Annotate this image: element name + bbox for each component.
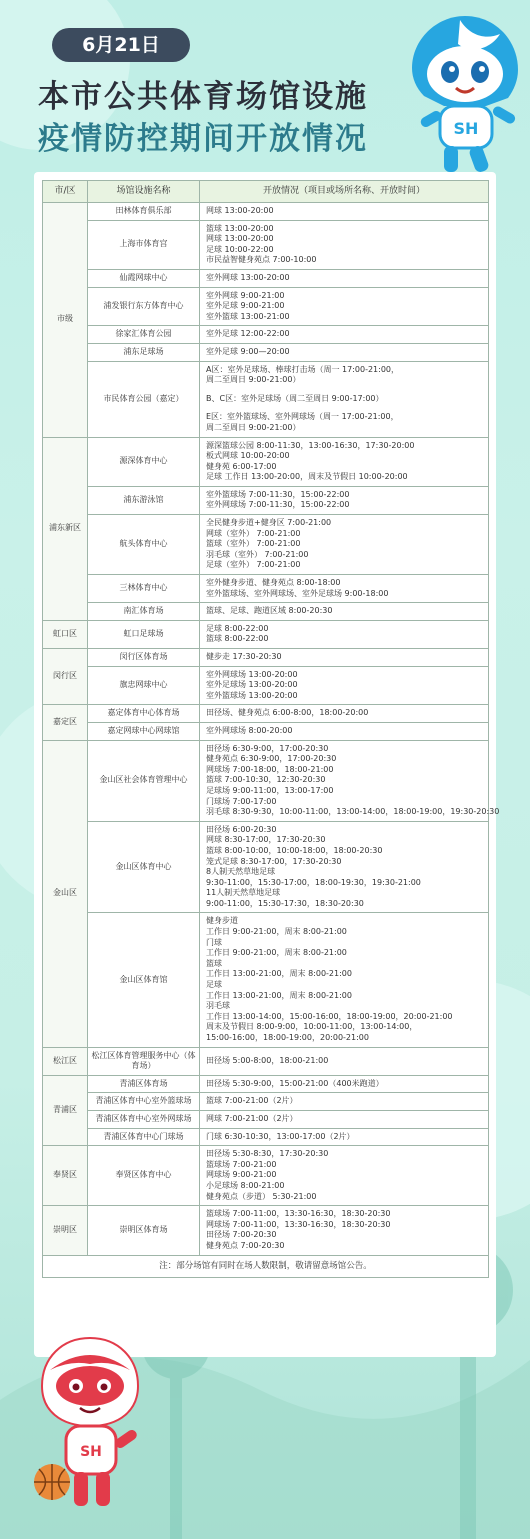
opening-info-cell xyxy=(200,326,489,344)
opening-info-line: 8人制天然草地足球 xyxy=(206,867,276,877)
opening-info-line: 9:30-11:00，15:30-17:00，18:00-19:30，19:30-21:00 xyxy=(206,877,421,887)
table-note-row xyxy=(43,1255,489,1277)
opening-info-line: 周二至周日 9:00-21:00） xyxy=(206,422,301,432)
venue-name-cell: 闵行区体育场 xyxy=(88,649,200,667)
opening-info-cell xyxy=(200,1128,489,1146)
table-row xyxy=(43,913,489,1047)
opening-info-line: 门球场 7:00-17:00 xyxy=(206,796,277,806)
district-cell: 浦东新区 xyxy=(43,437,88,620)
mascot-bottom-illustration xyxy=(30,1330,150,1530)
opening-info-line: 源深篮球公园 8:00-11:30，13:00-16:30，17:30-20:00 xyxy=(206,440,415,450)
opening-info-line: 健身苑 6:00-17:00 xyxy=(206,461,277,471)
district-cell: 松江区 xyxy=(43,1047,88,1075)
table-row xyxy=(43,603,489,621)
opening-info-line: 篮球（室外） 7:00-21:00 xyxy=(206,539,301,549)
venue-name-cell: 源深体育中心 xyxy=(88,437,200,486)
opening-info-cell xyxy=(200,722,489,740)
opening-info-line: 室外网球场 7:00-11:30，15:00-22:00 xyxy=(206,500,350,510)
opening-info-line: 田径场 5:30-8:30，17:30-20:30 xyxy=(206,1149,329,1159)
table-row xyxy=(43,1110,489,1128)
opening-info-line: 室外篮球 13:00-21:00 xyxy=(206,311,290,321)
opening-info-line: 周二至周日 9:00-21:00） xyxy=(206,375,301,385)
venue-name-cell: 浦发银行东方体育中心 xyxy=(88,287,200,326)
opening-info-line: 足球 8:00-22:00 xyxy=(206,623,269,633)
opening-info-cell xyxy=(200,1047,489,1075)
table-row xyxy=(43,821,489,913)
opening-info-cell xyxy=(200,269,489,287)
table-row xyxy=(43,1093,489,1111)
venue-name-cell: 嘉定体育中心体育场 xyxy=(88,705,200,723)
opening-info-line: 工作日 13:00-21:00，周末 8:00-21:00 xyxy=(206,990,352,1000)
opening-info-line: 网球场 7:00-18:00，18:00-21:00 xyxy=(206,764,334,774)
opening-info-line: 网球 13:00-20:00 xyxy=(206,206,274,215)
opening-info-line: 足球 xyxy=(206,980,222,990)
opening-info-line: 网球（室外） 7:00-21:00 xyxy=(206,528,301,538)
venue-name-cell: 田林体育俱乐部 xyxy=(88,203,200,221)
opening-info-line: 健步走 17:30-20:30 xyxy=(206,652,282,661)
opening-info-line: 室外篮球场 13:00-20:00 xyxy=(206,690,298,700)
opening-info-line: 室外篮球场 7:00-11:30，15:00-22:00 xyxy=(206,489,350,499)
table-row xyxy=(43,1047,489,1075)
opening-info-line: 足球 工作日 13:00-20:00，周末及节假日 10:00-20:00 xyxy=(206,472,408,482)
opening-info-line: 室外足球 12:00-22:00 xyxy=(206,329,290,339)
opening-info-line: 工作日 9:00-21:00，周末 8:00-21:00 xyxy=(206,927,347,937)
opening-info-line: 羽毛球（室外） 7:00-21:00 xyxy=(206,549,309,559)
opening-info-line: 健身苑点 7:00-20:30 xyxy=(206,1240,285,1250)
opening-info-cell xyxy=(200,437,489,486)
opening-info-cell xyxy=(200,1093,489,1111)
opening-info-line: 篮球 13:00-20:00 xyxy=(206,223,274,233)
opening-info-line: 健身苑点（步道） 5:30-21:00 xyxy=(206,1191,317,1201)
opening-info-line: 健身步道 xyxy=(206,916,238,926)
venue-table-body xyxy=(43,203,500,1256)
table-row xyxy=(43,722,489,740)
opening-info-line: 工作日 9:00-21:00，周末 8:00-21:00 xyxy=(206,948,347,958)
opening-info-line: 足球 10:00-22:00 xyxy=(206,244,274,254)
table-row xyxy=(43,1206,489,1255)
venue-name-cell: 浦东足球场 xyxy=(88,343,200,361)
district-cell: 虹口区 xyxy=(43,620,88,648)
opening-info-cell xyxy=(200,620,489,648)
venue-name-cell: 崇明区体育场 xyxy=(88,1206,200,1255)
opening-info-line: 室外足球 9:00—20:00 xyxy=(206,346,290,356)
venue-name-cell: 奉贤区体育中心 xyxy=(88,1146,200,1206)
opening-info-line: 网球场 9:00-21:00 xyxy=(206,1170,277,1180)
opening-info-line: 室外网球场 8:00-20:00 xyxy=(206,725,293,735)
opening-info-cell xyxy=(200,913,489,1047)
venue-name-cell: 市民体育公园（嘉定） xyxy=(88,361,200,437)
district-cell: 嘉定区 xyxy=(43,705,88,740)
venue-name-cell: 金山区体育中心 xyxy=(88,821,200,913)
opening-info-cell xyxy=(200,1075,489,1093)
opening-info-cell xyxy=(200,1110,489,1128)
opening-info-cell xyxy=(200,287,489,326)
district-cell: 金山区 xyxy=(43,740,88,1047)
opening-info-line: 田径场 5:00-8:00，18:00-21:00 xyxy=(206,1055,329,1065)
opening-info-line: 室外篮球场、室外网球场、室外足球场 9:00-18:00 xyxy=(206,588,389,598)
opening-info-line: 篮球场 7:00-11:00，13:30-16:30，18:30-20:30 xyxy=(206,1209,391,1219)
opening-info-line: 室外健身步道、健身苑点 8:00-18:00 xyxy=(206,578,341,588)
opening-info-line: 市民益智健身苑点 7:00-10:00 xyxy=(206,255,317,265)
venue-name-cell: 青浦区体育场 xyxy=(88,1075,200,1093)
table-row xyxy=(43,203,489,221)
header-status: 开放情况（项目或场所名称、开放时间） xyxy=(200,181,489,203)
venue-name-cell: 松江区体育管理服务中心（体育场） xyxy=(88,1047,200,1075)
district-cell: 青浦区 xyxy=(43,1075,88,1145)
district-cell: 市级 xyxy=(43,203,88,438)
opening-info-line: 羽毛球 xyxy=(206,1001,230,1011)
opening-info-line: 篮球 xyxy=(206,958,222,968)
venue-name-cell: 上海市体育宫 xyxy=(88,220,200,269)
table-row xyxy=(43,515,489,575)
opening-info-cell xyxy=(200,821,489,913)
opening-info-line: 篮球 7:00-21:00（2片） xyxy=(206,1096,298,1106)
opening-info-cell xyxy=(200,575,489,603)
table-row xyxy=(43,740,489,821)
venue-name-cell: 金山区社会体育管理中心 xyxy=(88,740,200,821)
opening-info-line: 足球（室外） 7:00-21:00 xyxy=(206,560,301,570)
opening-info-line: 工作日 13:00-14:00，15:00-16:00，18:00-19:00，20:00-21:00 xyxy=(206,1011,453,1021)
opening-info-line: 网球 13:00-20:00 xyxy=(206,234,274,244)
opening-info-line: 网球 7:00-21:00（2片） xyxy=(206,1113,298,1123)
venue-table-panel xyxy=(34,172,500,1357)
header-district: 市/区 xyxy=(43,181,88,203)
svg-text:SH: SH xyxy=(453,119,479,138)
table-row xyxy=(43,287,489,326)
opening-info-cell xyxy=(200,740,500,821)
page-title-line2: 疫情防控期间开放情况 xyxy=(38,121,368,157)
table-row xyxy=(43,343,489,361)
opening-info-line: 室外网球场 13:00-20:00 xyxy=(206,669,298,679)
venue-name-cell: 青浦区体育中心室外篮球场 xyxy=(88,1093,200,1111)
opening-info-line: 笼式足球 8:30-17:00，17:30-20:30 xyxy=(206,856,342,866)
opening-info-line: 网球场 7:00-11:00，13:30-16:30，18:30-20:30 xyxy=(206,1219,391,1229)
opening-info-cell xyxy=(200,666,489,705)
opening-info-line: 门球 6:30-10:30，13:00-17:00（2片） xyxy=(206,1131,355,1141)
opening-info-line: 室外足球场 13:00-20:00 xyxy=(206,680,298,690)
opening-info-line: 小足球场 8:00-21:00 xyxy=(206,1180,285,1190)
opening-info-cell xyxy=(200,203,489,221)
opening-info-line: 全民健身步道+健身区 7:00-21:00 xyxy=(206,518,332,528)
opening-info-line: 田径场 6:30-9:00，17:00-20:30 xyxy=(206,743,329,753)
table-row xyxy=(43,437,489,486)
venue-name-cell: 金山区体育馆 xyxy=(88,913,200,1047)
venue-name-cell: 嘉定网球中心网球馆 xyxy=(88,722,200,740)
opening-info-cell xyxy=(200,486,489,514)
venue-name-cell: 青浦区体育中心门球场 xyxy=(88,1128,200,1146)
page-title-line1: 本市公共体育场馆设施 xyxy=(38,79,368,115)
opening-info-line xyxy=(206,386,482,394)
opening-info-cell xyxy=(200,1146,489,1206)
opening-info-line: 篮球场 7:00-21:00 xyxy=(206,1159,277,1169)
table-row xyxy=(43,666,489,705)
table-row xyxy=(43,326,489,344)
opening-info-line: 田径场 7:00-20:30 xyxy=(206,1230,277,1240)
venue-name-cell: 虹口足球场 xyxy=(88,620,200,648)
venue-name-cell: 仙霞网球中心 xyxy=(88,269,200,287)
opening-info-line: 篮球 8:00-10:00，10:00-18:00，18:00-20:30 xyxy=(206,845,383,855)
header-venue: 场馆设施名称 xyxy=(88,181,200,203)
opening-info-line: 15:00-16:00，18:00-19:00，20:00-21:00 xyxy=(206,1033,369,1042)
opening-info-line: 田径场 5:30-9:00，15:00-21:00（400米跑道） xyxy=(206,1078,384,1088)
opening-info-line: 周末及节假日 8:00-9:00，10:00-11:00，13:00-14:00， xyxy=(206,1022,418,1032)
opening-info-line: 羽毛球 8:30-9:30，10:00-11:00，13:00-14:00，18:00-19:00，19:30-20:30 xyxy=(206,807,500,817)
opening-info-cell xyxy=(200,649,489,667)
opening-info-cell xyxy=(200,343,489,361)
opening-info-line: 网球 8:30-17:00，17:30-20:30 xyxy=(206,835,326,845)
district-cell: 奉贤区 xyxy=(43,1146,88,1206)
date-badge: 6月21日 xyxy=(52,28,190,62)
opening-info-line: B、C区：室外足球场（周二至周日 9:00-17:00） xyxy=(206,393,384,403)
table-row xyxy=(43,1128,489,1146)
opening-info-line: 工作日 13:00-21:00，周末 8:00-21:00 xyxy=(206,969,352,979)
opening-info-line: 篮球 7:00-10:30，12:30-20:30 xyxy=(206,775,326,785)
table-row xyxy=(43,1146,489,1206)
opening-info-line: 篮球、足球、跑道区域 8:00-20:30 xyxy=(206,606,333,616)
opening-info-line: 9:00-11:00，15:30-17:30，18:30-20:30 xyxy=(206,898,364,908)
opening-info-line: 健身苑点 6:30-9:00，17:00-20:30 xyxy=(206,754,337,764)
table-row xyxy=(43,1075,489,1093)
venue-name-cell: 三林体育中心 xyxy=(88,575,200,603)
opening-info-line: 门球 xyxy=(206,937,222,947)
district-cell: 崇明区 xyxy=(43,1206,88,1255)
opening-info-cell xyxy=(200,1206,489,1255)
opening-info-line: 足球场 9:00-11:00，13:00-17:00 xyxy=(206,785,334,795)
district-cell: 闵行区 xyxy=(43,649,88,705)
venue-table xyxy=(42,180,500,1278)
opening-info-cell xyxy=(200,603,489,621)
opening-info-line: 室外网球 13:00-20:00 xyxy=(206,272,290,282)
venue-name-cell: 青浦区体育中心室外网球场 xyxy=(88,1110,200,1128)
opening-info-line: 室外足球 9:00-21:00 xyxy=(206,301,285,311)
table-row xyxy=(43,220,489,269)
table-note: 注：部分场馆有同时在场人数限制，敬请留意场馆公告。 xyxy=(43,1255,489,1277)
venue-name-cell: 航头体育中心 xyxy=(88,515,200,575)
opening-info-line: A区：室外足球场、棒球打击场（周一 17:00-21:00， xyxy=(206,364,400,374)
table-row xyxy=(43,486,489,514)
opening-info-cell xyxy=(200,515,489,575)
opening-info-line: 田径场、健身苑点 6:00-8:00，18:00-20:00 xyxy=(206,708,369,718)
venue-name-cell: 南汇体育场 xyxy=(88,603,200,621)
table-row xyxy=(43,705,489,723)
venue-name-cell: 徐家汇体育公园 xyxy=(88,326,200,344)
opening-info-line: 室外网球 9:00-21:00 xyxy=(206,290,285,300)
opening-info-line: E区：室外篮球场、室外网球场（周一 17:00-21:00， xyxy=(206,412,399,422)
opening-info-line: 篮球 8:00-22:00 xyxy=(206,634,269,644)
table-row xyxy=(43,361,489,437)
opening-info-cell xyxy=(200,220,489,269)
table-row xyxy=(43,575,489,603)
table-header-row xyxy=(43,181,489,203)
opening-info-cell xyxy=(200,361,489,437)
opening-info-line: 板式网球 10:00-20:00 xyxy=(206,451,290,461)
table-row xyxy=(43,620,489,648)
opening-info-line: 11人制天然草地足球 xyxy=(206,888,281,898)
opening-info-cell xyxy=(200,705,489,723)
venue-name-cell: 浦东游泳馆 xyxy=(88,486,200,514)
table-row xyxy=(43,649,489,667)
table-row xyxy=(43,269,489,287)
svg-text:SH: SH xyxy=(80,1444,102,1460)
opening-info-line: 田径场 6:00-20:30 xyxy=(206,824,277,834)
mascot-top-illustration xyxy=(400,10,530,180)
venue-name-cell: 旗忠网球中心 xyxy=(88,666,200,705)
